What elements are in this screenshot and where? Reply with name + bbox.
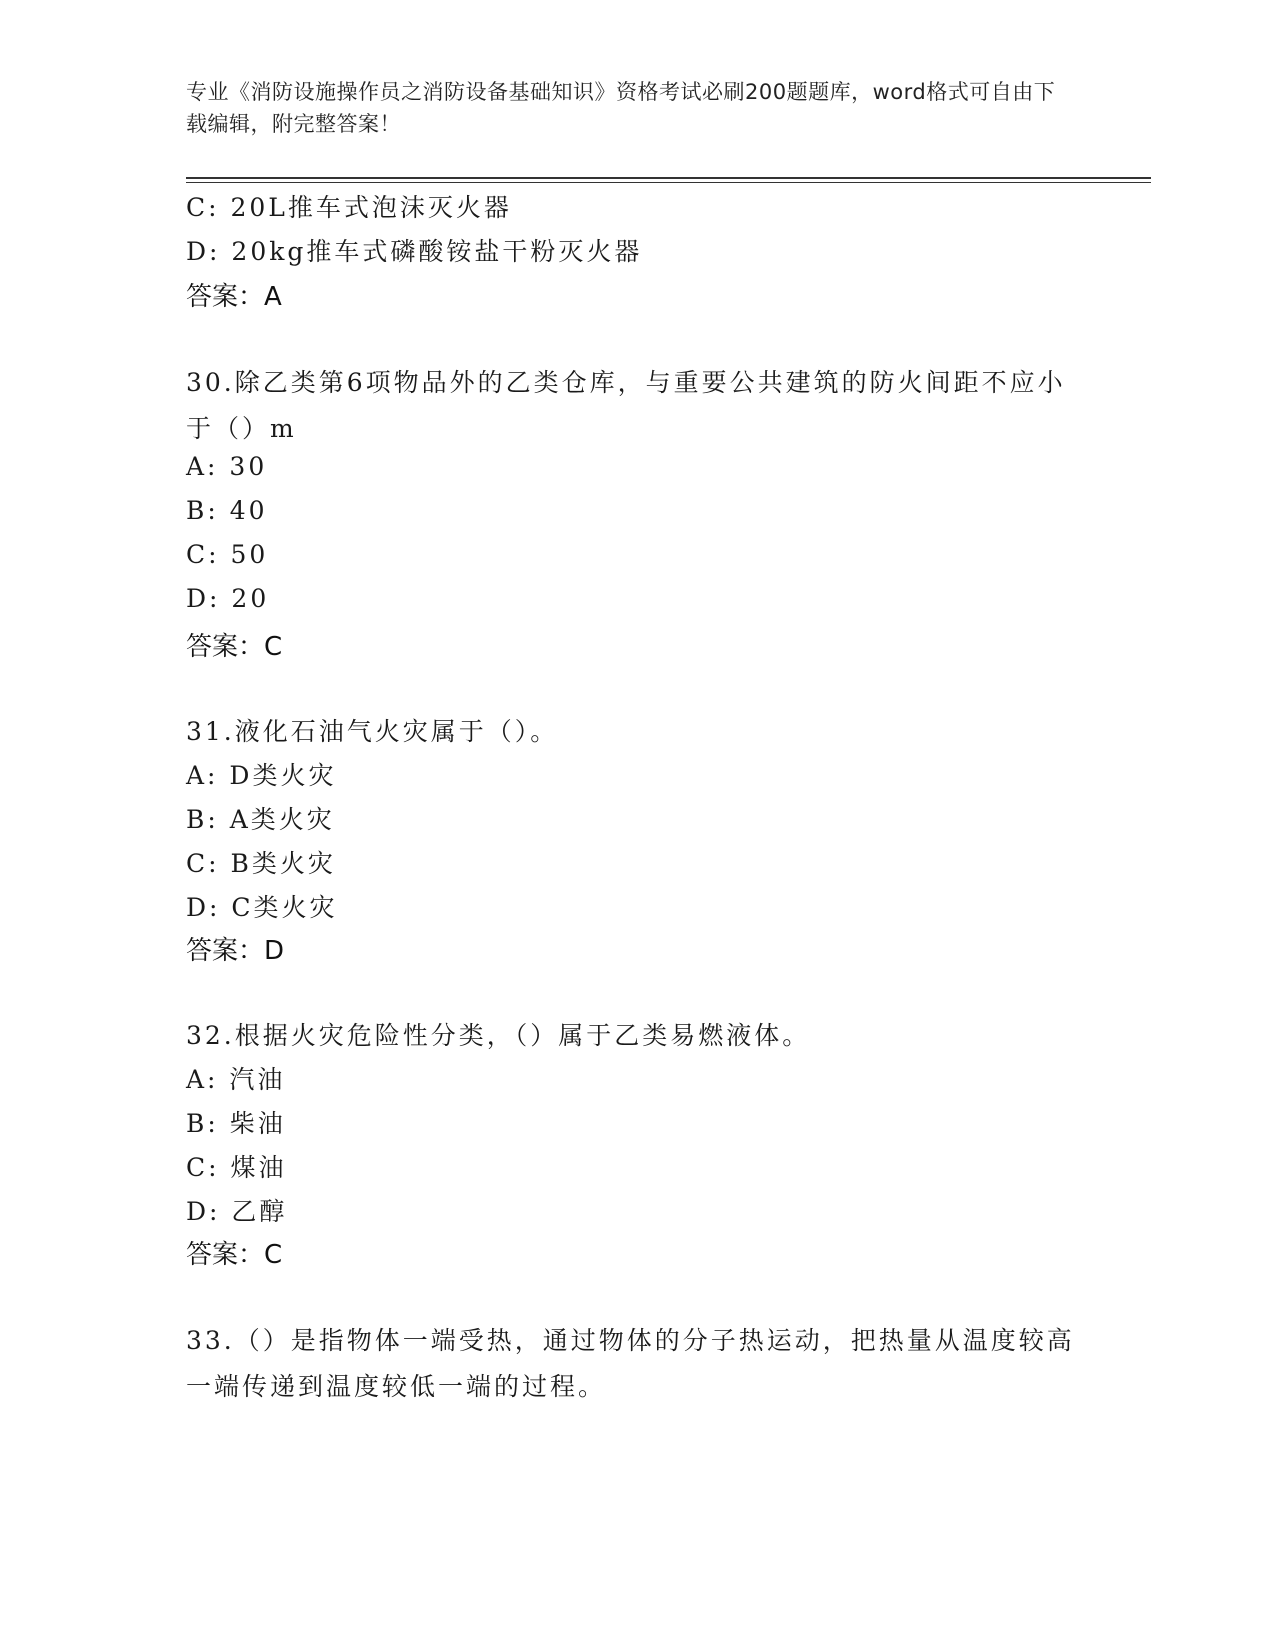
question-31-stem: 31.液化石油气火灾属于（）。 <box>186 717 559 746</box>
question-32-option-a: A: 汽油 <box>186 1065 286 1094</box>
question-31-option-a: A: D类火灾 <box>186 761 337 790</box>
prev-option-c: C: 20L推车式泡沫灭火器 <box>186 193 512 222</box>
document-header: 专业《消防设施操作员之消防设备基础知识》资格考试必刷200题题库，word格式可自由下载编辑，附完整答案！ <box>186 80 1056 136</box>
question-30-option-a: A: 30 <box>186 452 268 481</box>
question-31-option-c: C: B类火灾 <box>186 849 336 878</box>
question-32-option-d: D: 乙醇 <box>186 1197 288 1226</box>
prev-option-d: D: 20kg推车式磷酸铵盐干粉灭火器 <box>186 237 643 266</box>
question-32-stem: 32.根据火灾危险性分类，（）属于乙类易燃液体。 <box>186 1021 811 1050</box>
question-33-stem: 33.（）是指物体一端受热，通过物体的分子热运动，把热量从温度较高一端传递到温度较低一端的过程。 <box>186 1326 1075 1401</box>
question-30-option-c: C: 50 <box>186 540 269 569</box>
question-31-option-d: D: C类火灾 <box>186 893 338 922</box>
header-divider-thick <box>186 177 1151 179</box>
question-32-option-c: C: 煤油 <box>186 1153 287 1182</box>
question-30-option-d: D: 20 <box>186 584 270 613</box>
question-32-answer: 答案：C <box>186 1240 283 1270</box>
question-30-answer: 答案：C <box>186 632 283 662</box>
header-divider-thin <box>186 182 1151 183</box>
question-30-stem: 30.除乙类第6项物品外的乙类仓库，与重要公共建筑的防火间距不应小于（）m <box>186 368 1066 443</box>
question-32-option-b: B: 柴油 <box>186 1109 286 1138</box>
question-31-answer: 答案：D <box>186 936 285 966</box>
question-30-option-b: B: 40 <box>186 496 268 525</box>
prev-answer: 答案：A <box>186 282 282 312</box>
question-31-option-b: B: A类火灾 <box>186 805 335 834</box>
